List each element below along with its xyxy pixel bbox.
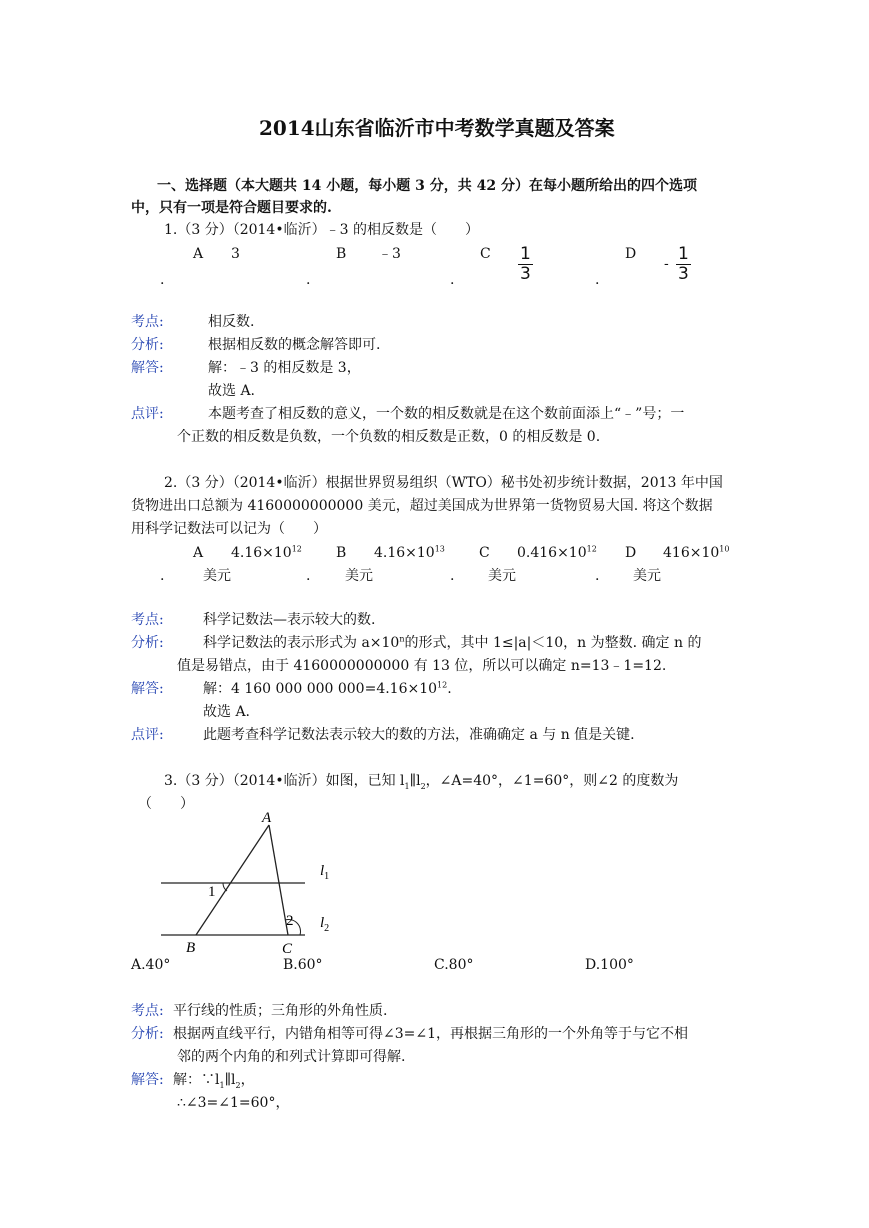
q3-option-c: C.80° — [434, 957, 474, 973]
fraction-numerator: 1 — [678, 244, 689, 264]
q2-jieda-line1 — [203, 679, 452, 699]
fraction-numerator: 1 — [520, 244, 531, 264]
q2-jieda-text-a: 解：4 160 000 000 000=4.16×10 — [203, 681, 438, 697]
line-l1-subscript: 1 — [324, 871, 330, 882]
q3-jieda-sub2: 2 — [235, 1080, 241, 1090]
q2-stem-line2: 货物进出口总额为 4160000000000 美元，超过美国成为世界第一货物贸易大国. 将这个数据 — [131, 498, 713, 514]
q3-kaodian: 平行线的性质；三角形的外角性质. — [173, 1003, 388, 1019]
q3-jieda-label: 解答: — [131, 1072, 164, 1088]
q3-jieda-text-a: 解：∵l — [173, 1072, 220, 1088]
q2-option-c-letter: C — [479, 545, 490, 561]
line-l2-label — [320, 915, 329, 934]
q3-stem-text-c: ，∠A=40°，∠1=60°，则∠2 的度数为 — [425, 773, 679, 789]
q3-jieda-text-c: ， — [240, 1072, 255, 1088]
angle-1-label: 1 — [208, 884, 216, 900]
q2-dianping-label: 点评: — [131, 727, 164, 743]
q2-option-c-exponent: 12 — [586, 544, 597, 554]
q1-option-a-letter: A — [193, 246, 204, 262]
q2-fenxi-label: 分析: — [131, 635, 164, 651]
q3-stem-line1 — [164, 771, 678, 791]
q2-option-c-unit: 美元 — [488, 568, 516, 584]
q2-option-d-letter: D — [625, 545, 637, 561]
q1-kaodian: 相反数. — [208, 314, 255, 330]
q2-option-a-letter: A — [193, 545, 204, 561]
q1-fenxi-label: 分析: — [131, 337, 164, 353]
section-heading-line2: 中，只有一项是符合题目要求的. — [131, 200, 332, 216]
q2-option-d-dot: . — [595, 568, 600, 584]
q3-fenxi-label: 分析: — [131, 1026, 164, 1042]
line-l1-letter: l — [320, 863, 325, 879]
q3-stem-text-a: 3.（3 分）（2014•临沂）如图，已知 l — [164, 773, 405, 789]
q2-option-b-unit: 美元 — [345, 568, 373, 584]
q1-option-b-text: ﹣3 — [378, 246, 401, 262]
q2-option-a-value — [231, 543, 302, 563]
q2-fenxi-text-a: 科学记数法的表示形式为 a×10 — [203, 635, 400, 651]
q1-option-c-fraction — [518, 246, 533, 284]
q2-jieda-exponent: 12 — [437, 680, 448, 690]
q2-stem-line3: 用科学记数法可以记为（ ） — [131, 521, 327, 537]
q2-option-a-dot: . — [160, 568, 165, 584]
angle-2-label: 2 — [286, 913, 294, 929]
q2-option-b-value — [374, 543, 445, 563]
line-l2-subscript: 2 — [324, 923, 330, 934]
q1-option-d-letter: D — [625, 246, 637, 262]
fraction-denominator: 3 — [520, 264, 531, 284]
q1-stem: 1.（3 分）（2014•临沂）﹣3 的相反数是（ ） — [164, 222, 479, 238]
page-title: 2014山东省临沂市中考数学真题及答案 — [259, 116, 615, 140]
q1-option-b-dot: . — [306, 272, 311, 288]
q2-option-c-base: 0.416×10 — [517, 545, 587, 561]
q2-option-b-base: 4.16×10 — [374, 545, 435, 561]
q2-option-b-letter: B — [336, 545, 347, 561]
q2-option-d-base: 416×10 — [663, 545, 720, 561]
q1-option-d-sign: - — [664, 256, 669, 272]
q3-fenxi-line2: 邻的两个内角的和列式计算即可得解. — [177, 1049, 406, 1065]
q2-fenxi-exponent: n — [399, 634, 405, 644]
q2-option-d-value — [663, 543, 729, 563]
q2-option-a-unit: 美元 — [203, 568, 231, 584]
q2-kaodian: 科学记数法—表示较大的数. — [203, 612, 376, 628]
q2-option-d-exponent: 10 — [719, 544, 730, 554]
q2-stem-line1: 2.（3 分）（2014•临沂）根据世界贸易组织（WTO）秘书处初步统计数据，2013 年中国 — [164, 475, 723, 491]
fraction-denominator: 3 — [678, 264, 689, 284]
q3-figure — [130, 805, 370, 960]
vertex-a-label: A — [262, 810, 272, 826]
vertex-c-label: C — [282, 941, 293, 957]
q1-dianping-line2: 个正数的相反数是负数，一个负数的相反数是正数，0 的相反数是 0. — [177, 429, 601, 445]
q2-fenxi-text-b: 的形式，其中 1≤|a|＜10，n 为整数. 确定 n 的 — [404, 635, 702, 651]
q1-option-d-dot: . — [595, 272, 600, 288]
q3-jieda-line2: ∴∠3=∠1=60°， — [177, 1095, 290, 1111]
q2-option-d-unit: 美元 — [633, 568, 661, 584]
q2-option-c-value — [517, 543, 597, 563]
q2-fenxi-line1 — [203, 633, 701, 653]
q1-option-a-dot: . — [160, 272, 165, 288]
q1-dianping-line1: 本题考查了相反数的意义，一个数的相反数就是在这个数前面添上“﹣”号；一 — [208, 406, 685, 422]
q3-fenxi-line1: 根据两直线平行，内错角相等可得∠3=∠1，再根据三角形的一个外角等于与它不相 — [173, 1026, 689, 1042]
q3-kaodian-label: 考点: — [131, 1003, 164, 1019]
q1-option-b-letter: B — [336, 246, 347, 262]
q3-jieda-line1 — [173, 1070, 255, 1090]
q1-jieda-line2: 故选 A. — [208, 383, 256, 399]
q2-jieda-line2: 故选 A. — [203, 704, 251, 720]
q2-dianping: 此题考查科学记数法表示较大的数的方法，准确确定 a 与 n 值是关键. — [203, 727, 635, 743]
q3-option-d: D.100° — [585, 957, 634, 973]
q3-jieda-sub1: 1 — [219, 1080, 225, 1090]
side-ab — [196, 825, 269, 935]
q1-option-c-dot: . — [450, 272, 455, 288]
q1-option-c-letter: C — [480, 246, 491, 262]
q2-option-a-base: 4.16×10 — [231, 545, 292, 561]
q1-jieda-line1: 解：﹣3 的相反数是 3， — [208, 360, 361, 376]
q2-jieda-text-b: . — [447, 681, 452, 697]
q3-option-a: A.40° — [131, 957, 171, 973]
q3-option-b: B.60° — [283, 957, 323, 973]
q1-dianping-label: 点评: — [131, 406, 164, 422]
q2-option-a-exponent: 12 — [291, 544, 302, 554]
line-l1-label — [320, 863, 329, 882]
q1-fenxi: 根据相反数的概念解答即可. — [208, 337, 381, 353]
q1-jieda-label: 解答: — [131, 360, 164, 376]
q3-stem-line2: （ ） — [138, 796, 194, 812]
q2-option-c-dot: . — [450, 568, 455, 584]
q1-option-d-fraction — [676, 246, 691, 284]
q2-jieda-label: 解答: — [131, 681, 164, 697]
q3-jieda-text-b: ∥l — [224, 1072, 236, 1088]
q2-kaodian-label: 考点: — [131, 612, 164, 628]
line-l2-letter: l — [320, 915, 325, 931]
section-heading-line1: 一、选择题（本大题共 14 小题，每小题 3 分，共 42 分）在每小题所给出的四个选项 — [157, 178, 697, 194]
q3-stem-sub1: 1 — [404, 781, 410, 791]
q2-option-b-exponent: 13 — [434, 544, 445, 554]
q2-fenxi-line2: 值是易错点，由于 4160000000000 有 13 位，所以可以确定 n=13﹣1=12. — [177, 658, 667, 674]
q3-stem-text-b: ∥l — [409, 773, 421, 789]
q3-stem-sub2: 2 — [420, 781, 426, 791]
vertex-b-label: B — [186, 940, 196, 956]
q1-option-a-text: 3 — [231, 246, 240, 262]
q2-option-b-dot: . — [306, 568, 311, 584]
q1-kaodian-label: 考点: — [131, 314, 164, 330]
